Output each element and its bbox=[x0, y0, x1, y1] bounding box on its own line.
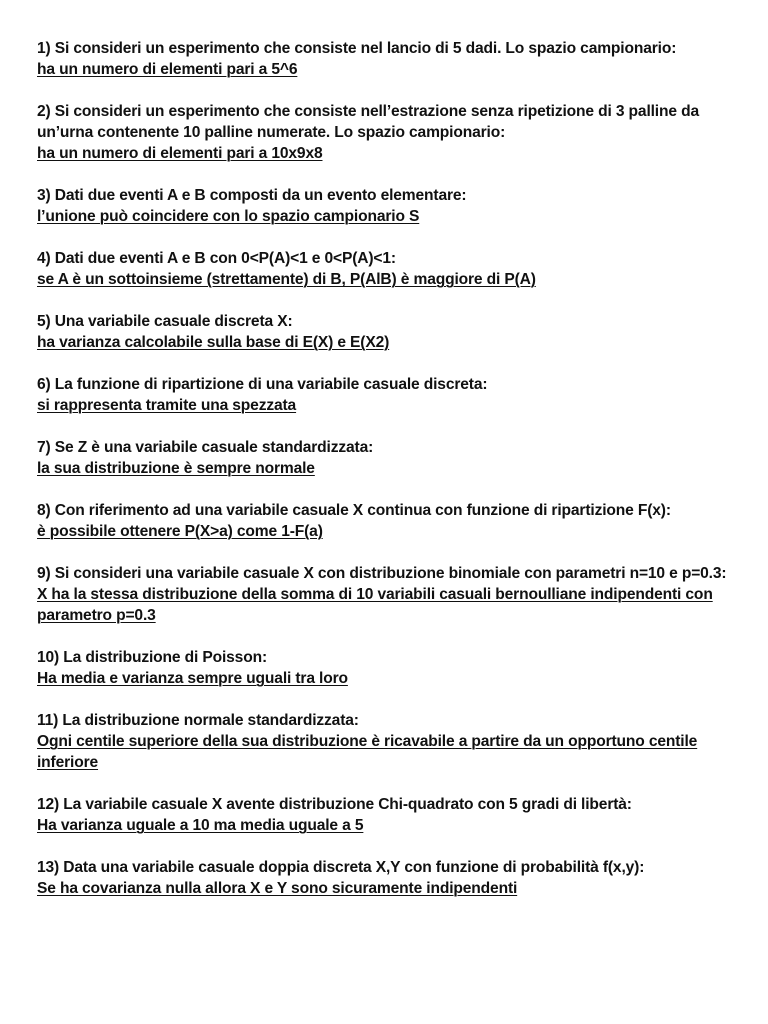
question-3: 3) Dati due eventi A e B composti da un evento elementare: bbox=[37, 187, 467, 204]
question-9: 9) Si consideri una variabile casuale X con distribuzione binomiale con parametri n=10 e p=0.3: bbox=[37, 565, 727, 582]
question-5: 5) Una variabile casuale discreta X: bbox=[37, 313, 293, 330]
answer-6 bbox=[37, 395, 737, 416]
qa-item-9 bbox=[37, 563, 737, 626]
answer-11 bbox=[37, 731, 737, 773]
answer-2 bbox=[37, 143, 737, 164]
question-1: 1) Si consideri un esperimento che consiste nel lancio di 5 dadi. Lo spazio campionario: bbox=[37, 40, 677, 57]
question-2: 2) Si consideri un esperimento che consiste nell’estrazione senza ripetizione di 3 palline da un’urna contenente 10 palline numerate. Lo spazio campionario: bbox=[37, 103, 699, 141]
answer-3-text: l’unione può coincidere con lo spazio campionario S bbox=[37, 208, 420, 225]
answer-4 bbox=[37, 269, 737, 290]
answer-3 bbox=[37, 206, 737, 227]
answer-1 bbox=[37, 59, 737, 80]
answer-4-text: se A è un sottoinsieme (strettamente) di B, P(AlB) è maggiore di P(A) bbox=[37, 271, 536, 288]
answer-9 bbox=[37, 584, 737, 626]
answer-2-text: ha un numero di elementi pari a 10x9x8 bbox=[37, 145, 323, 162]
qa-item-4 bbox=[37, 248, 737, 290]
answer-7-text: la sua distribuzione è sempre normale bbox=[37, 460, 315, 477]
answer-9-text: X ha la stessa distribuzione della somma di 10 variabili casuali bernoulliane indipendenti con parametro p=0.3 bbox=[37, 586, 713, 624]
answer-8-text: è possibile ottenere P(X>a) come 1-F(a) bbox=[37, 523, 323, 540]
qa-item-6 bbox=[37, 374, 737, 416]
question-6: 6) La funzione di ripartizione di una variabile casuale discreta: bbox=[37, 376, 488, 393]
answer-10-text: Ha media e varianza sempre uguali tra loro bbox=[37, 670, 348, 687]
qa-item-5 bbox=[37, 311, 737, 353]
answer-1-text: ha un numero di elementi pari a 5^6 bbox=[37, 61, 298, 78]
answer-12-text: Ha varianza uguale a 10 ma media uguale a 5 bbox=[37, 817, 364, 834]
answer-6-text: si rappresenta tramite una spezzata bbox=[37, 397, 297, 414]
question-10: 10) La distribuzione di Poisson: bbox=[37, 649, 267, 666]
question-12: 12) La variabile casuale X avente distribuzione Chi-quadrato con 5 gradi di libertà: bbox=[37, 796, 632, 813]
document-page bbox=[37, 38, 737, 920]
qa-item-7 bbox=[37, 437, 737, 479]
answer-7 bbox=[37, 458, 737, 479]
qa-item-1 bbox=[37, 38, 737, 80]
answer-10 bbox=[37, 668, 737, 689]
question-8: 8) Con riferimento ad una variabile casuale X continua con funzione di ripartizione F(x): bbox=[37, 502, 671, 519]
answer-13 bbox=[37, 878, 737, 899]
question-11: 11) La distribuzione normale standardizzata: bbox=[37, 712, 359, 729]
qa-item-2 bbox=[37, 101, 737, 164]
qa-item-10 bbox=[37, 647, 737, 689]
qa-item-13 bbox=[37, 857, 737, 899]
answer-12 bbox=[37, 815, 737, 836]
answer-5-text: ha varianza calcolabile sulla base di E(X) e E(X2) bbox=[37, 334, 390, 351]
qa-item-12 bbox=[37, 794, 737, 836]
answer-5 bbox=[37, 332, 737, 353]
question-7: 7) Se Z è una variabile casuale standardizzata: bbox=[37, 439, 374, 456]
question-4: 4) Dati due eventi A e B con 0<P(A)<1 e 0<P(A)<1: bbox=[37, 250, 396, 267]
qa-item-3 bbox=[37, 185, 737, 227]
answer-11-text: Ogni centile superiore della sua distribuzione è ricavabile a partire da un opportuno centile inferiore bbox=[37, 733, 698, 771]
answer-8 bbox=[37, 521, 737, 542]
qa-item-8 bbox=[37, 500, 737, 542]
question-13: 13) Data una variabile casuale doppia discreta X,Y con funzione di probabilità f(x,y): bbox=[37, 859, 645, 876]
qa-item-11 bbox=[37, 710, 737, 773]
answer-13-text: Se ha covarianza nulla allora X e Y sono sicuramente indipendenti bbox=[37, 880, 518, 897]
